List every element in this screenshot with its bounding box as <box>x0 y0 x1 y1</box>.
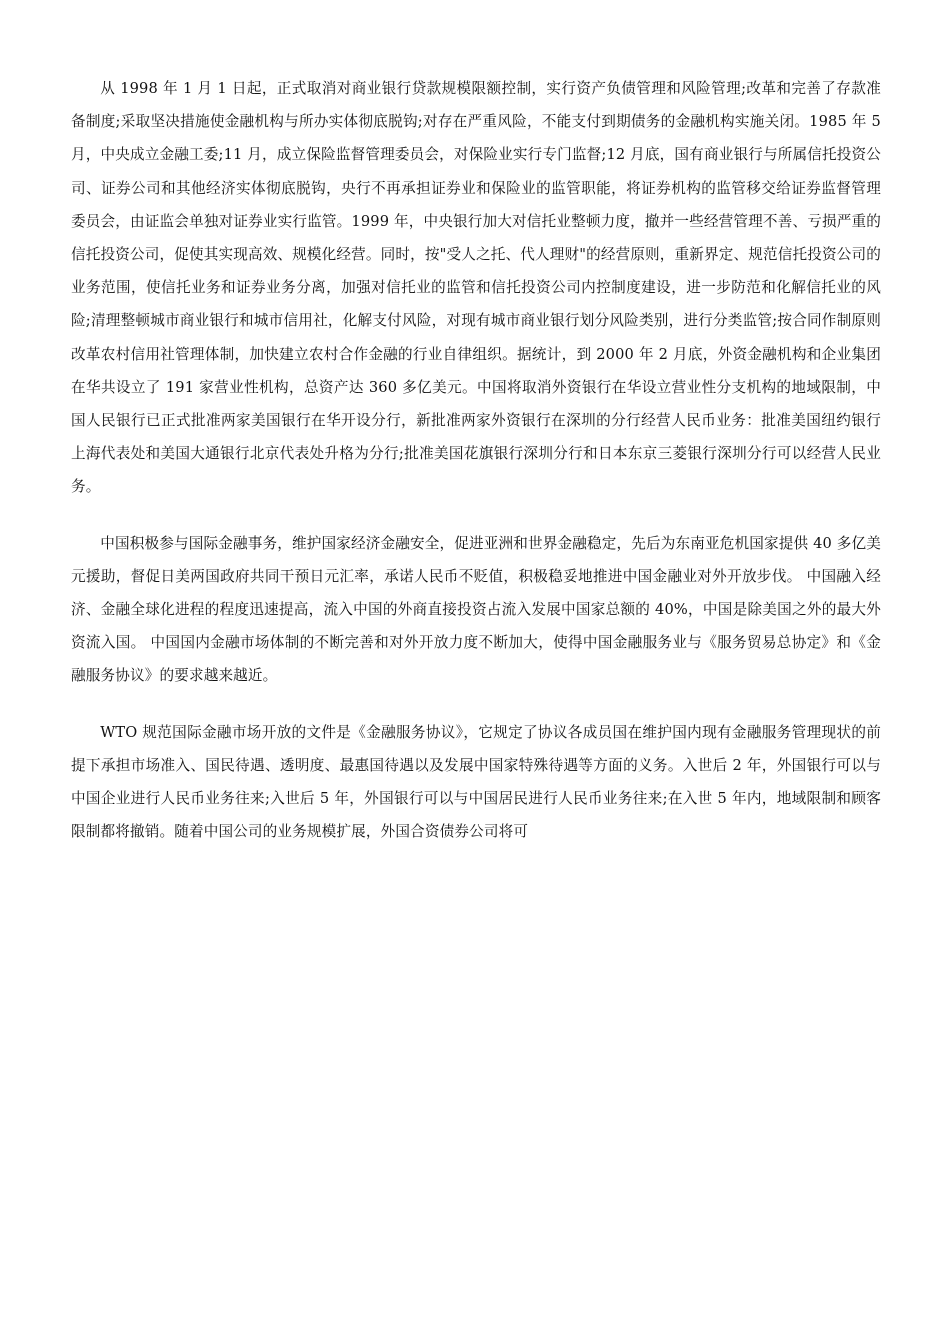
paragraph-wto-financial-services: WTO 规范国际金融市场开放的文件是《金融服务协议》，它规定了协议各成员国在维护国内现有金融服务管理现状的前提下承担市场准入、国民待遇、透明度、最惠国待遇以及发展中国家特殊待遇等方面的义务。入世后 2 年，外国银行可以与中国企业进行人民币业务往来;入世后 5 年，外国银行可以与中国居民进行人民币业务往来;在入世 5 年内，地域限制和顾客限制都将撤销。随着中国公司的业务规模扩展，外国合资债券公司将可 <box>71 723 881 841</box>
paragraph-financial-reform: 从 1998 年 1 月 1 日起，正式取消对商业银行贷款规模限额控制，实行资产负债管理和风险管理;改革和完善了存款准备制度;采取坚决措施使金融机构与所办实体彻底脱钩;对存在严重风险，不能支付到期债务的金融机构实施关闭。1985 年 5 月，中央成立金融工委;11 月，成立保险监督管理委员会，对保险业实行专门监督;12 月底，国有商业银行与所属信托投资公司、证券公司和其他经济实体彻底脱钩，央行不再承担证券业和保险业的监管职能，将证券机构的监管移交给证券监督管理委员会，由证监会单独对证券业实行监管。1999 年，中央银行加大对信托业整顿力度，撤并一些经营管理不善、亏损严重的信托投资公司，促使其实现高效、规模化经营。同时，按"受人之托、代人理财"的经营原则，重新界定、规范信托投资公司的业务范围，使信托业务和证券业务分离，加强对信托业的监管和信托投资公司内控制度建设，进一步防范和化解信托业的风险;清理整顿城市商业银行和城市信用社，化解支付风险，对现有城市商业银行划分风险类别，进行分类监管;按合同作制原则改革农村信用社管理体制，加快建立农村合作金融的行业自律组织。据统计，到 2000 年 2 月底，外资金融机构和企业集团在华共设立了 191 家营业性机构，总资产达 360 多亿美元。中国将取消外资银行在华设立营业性分支机构的地域限制，中国人民银行已正式批准两家美国银行在华开设分行，新批准两家外资银行在深圳的分行经营人民币业务：批准美国纽约银行上海代表处和美国大通银行北京代表处升格为分行;批准美国花旗银行深圳分行和日本东京三菱银行深圳分行可以经营人民业务。 <box>71 80 881 496</box>
document-page <box>71 72 881 848</box>
paragraph-international-affairs: 中国积极参与国际金融事务，维护国家经济金融安全，促进亚洲和世界金融稳定，先后为东南亚危机国家提供 40 多亿美元援助，督促日美两国政府共同干预日元汇率，承诺人民币不贬值，积极稳妥地推进中国金融业对外开放步伐。 中国融入经济、金融全球化进程的程度迅速提高，流入中国的外商直接投资占流入发展中国家总额的 40%，中国是除美国之外的最大外资流入国。 中国国内金融市场体制的不断完善和对外开放力度不断加大，使得中国金融服务业与《服务贸易总协定》和《金融服务协议》的要求越来越近。 <box>71 534 881 685</box>
